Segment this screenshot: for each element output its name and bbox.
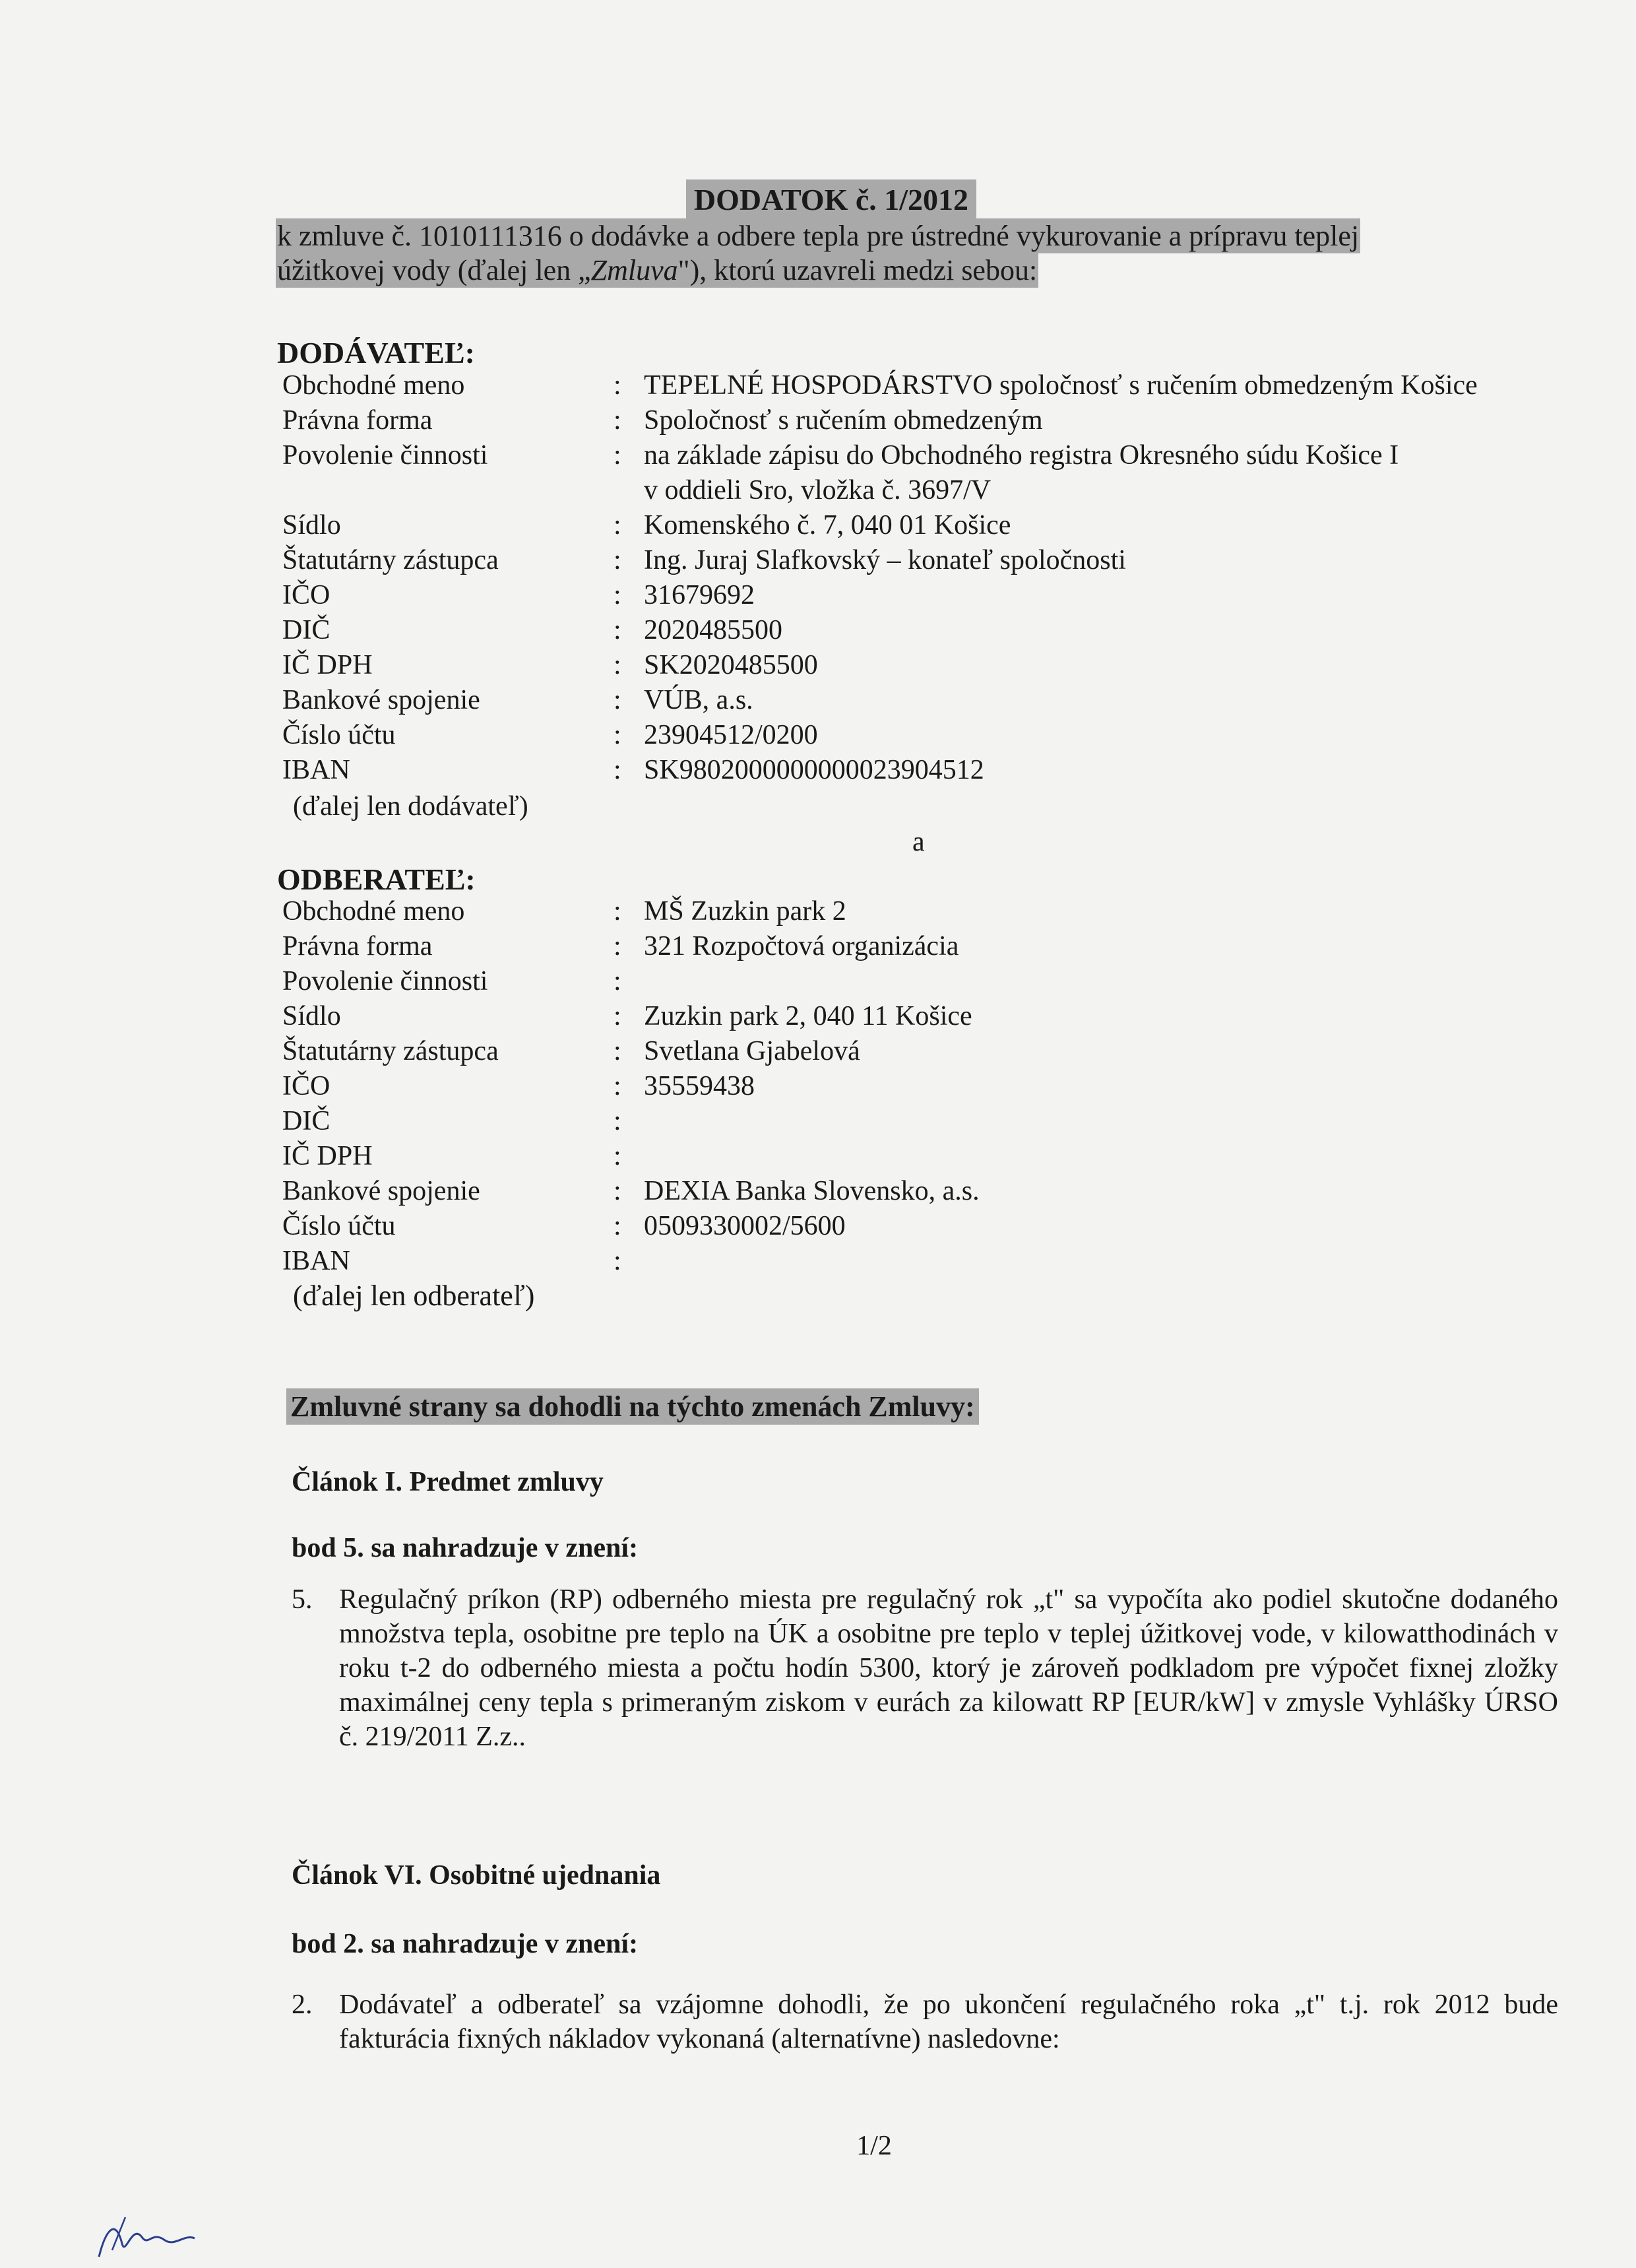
row-value: Svetlana Gjabelová bbox=[644, 1036, 860, 1066]
row-colon: : bbox=[614, 931, 621, 961]
row-value: 0509330002/5600 bbox=[644, 1211, 846, 1241]
row-label: Sídlo bbox=[282, 1001, 341, 1031]
row-colon: : bbox=[614, 755, 621, 785]
row-label: Právna forma bbox=[282, 931, 433, 961]
row-value: VÚB, a.s. bbox=[644, 685, 753, 715]
page-number: 1/2 bbox=[856, 2131, 892, 2161]
document-title: DODATOK č. 1/2012 bbox=[686, 179, 976, 220]
row-colon: : bbox=[614, 1176, 621, 1206]
row-colon: : bbox=[614, 896, 621, 926]
supplier-heading: DODÁVATEĽ: bbox=[277, 336, 475, 370]
article-1-heading: Článok I. Predmet zmluvy bbox=[292, 1467, 604, 1497]
row-value: v oddieli Sro, vložka č. 3697/V bbox=[644, 475, 991, 505]
row-colon: : bbox=[614, 1001, 621, 1031]
conjunction: a bbox=[912, 827, 925, 857]
title-wrap bbox=[0, 179, 1636, 220]
row-label: IČO bbox=[282, 580, 330, 610]
row-label: IBAN bbox=[282, 755, 350, 785]
row-colon: : bbox=[614, 1141, 621, 1171]
row-value: 321 Rozpočtová organizácia bbox=[644, 931, 959, 961]
customer-alias: (ďalej len odberateľ) bbox=[293, 1280, 535, 1312]
row-label: Povolenie činnosti bbox=[282, 966, 488, 996]
row-value: 35559438 bbox=[644, 1071, 755, 1101]
row-value: SK9802000000000023904512 bbox=[644, 755, 984, 785]
intro-line-1: k zmluve č. 1010111316 o dodávke a odbere tepla pre ústredné vykurovanie a prípravu teplej bbox=[277, 220, 1360, 252]
row-label: Štatutárny zástupca bbox=[282, 1036, 499, 1066]
row-value: Ing. Juraj Slafkovský – konateľ spoločnosti bbox=[644, 545, 1126, 575]
initials-signature bbox=[86, 2204, 204, 2263]
row-colon: : bbox=[614, 580, 621, 610]
row-colon: : bbox=[614, 685, 621, 715]
row-value: na základe zápisu do Obchodného registra Okresného súdu Košice I bbox=[644, 440, 1399, 470]
article-6-heading: Článok VI. Osobitné ujednania bbox=[292, 1860, 661, 1891]
intro-zmluva-term: Zmluva bbox=[590, 254, 678, 286]
row-label: Štatutárny zástupca bbox=[282, 545, 499, 575]
intro-line-2 bbox=[276, 253, 1038, 288]
row-value: MŠ Zuzkin park 2 bbox=[644, 896, 846, 926]
row-label: Číslo účtu bbox=[282, 1211, 396, 1241]
row-label: IČO bbox=[282, 1071, 330, 1101]
row-colon: : bbox=[614, 1036, 621, 1066]
customer-heading: ODBERATEĽ: bbox=[277, 862, 476, 896]
row-label: Obchodné meno bbox=[282, 370, 465, 401]
row-colon: : bbox=[614, 650, 621, 680]
row-colon: : bbox=[614, 405, 621, 436]
row-label: Číslo účtu bbox=[282, 720, 396, 750]
row-label: Povolenie činnosti bbox=[282, 440, 488, 470]
row-label: Obchodné meno bbox=[282, 896, 465, 926]
row-label: Právna forma bbox=[282, 405, 433, 436]
row-label: DIČ bbox=[282, 615, 330, 645]
row-value: Zuzkin park 2, 040 11 Košice bbox=[644, 1001, 972, 1031]
row-colon: : bbox=[614, 1246, 621, 1276]
article-6-paragraph bbox=[292, 1988, 1558, 2056]
row-label: IČ DPH bbox=[282, 1141, 373, 1171]
row-colon: : bbox=[614, 545, 621, 575]
row-value: 2020485500 bbox=[644, 615, 782, 645]
row-value: DEXIA Banka Slovensko, a.s. bbox=[644, 1176, 980, 1206]
row-value: 31679692 bbox=[644, 580, 755, 610]
paragraph-number: 5. bbox=[292, 1584, 313, 1615]
row-value: 23904512/0200 bbox=[644, 720, 818, 750]
row-value: Spoločnosť s ručením obmedzeným bbox=[644, 405, 1043, 436]
row-label: IBAN bbox=[282, 1246, 350, 1276]
paragraph-number: 2. bbox=[292, 1990, 313, 2020]
row-colon: : bbox=[614, 440, 621, 470]
row-label: Sídlo bbox=[282, 510, 341, 540]
row-colon: : bbox=[614, 720, 621, 750]
row-label: DIČ bbox=[282, 1106, 330, 1136]
row-colon: : bbox=[614, 966, 621, 996]
row-label: Bankové spojenie bbox=[282, 1176, 480, 1206]
row-colon: : bbox=[614, 615, 621, 645]
article-1-point: bod 5. sa nahradzuje v znení: bbox=[292, 1533, 639, 1563]
paragraph-text: Dodávateľ a odberateľ sa vzájomne dohodli, že po ukončení regulačného roka „t" t.j. rok 2012 bude fakturácia fixných nákladov vykonaná (alternatívne) nasledovne: bbox=[339, 1990, 1558, 2054]
row-label: Bankové spojenie bbox=[282, 685, 480, 715]
supplier-alias: (ďalej len dodávateľ) bbox=[293, 791, 528, 822]
intro-line-2-end: "), ktorú uzavreli medzi sebou: bbox=[677, 254, 1038, 286]
row-value: SK2020485500 bbox=[644, 650, 818, 680]
row-colon: : bbox=[614, 510, 621, 540]
row-value: TEPELNÉ HOSPODÁRSTVO spoločnosť s ručením obmedzeným Košice bbox=[644, 370, 1478, 401]
row-value: Komenského č. 7, 040 01 Košice bbox=[644, 510, 1011, 540]
article-6-point: bod 2. sa nahradzuje v znení: bbox=[292, 1929, 639, 1959]
paragraph-text: Regulačný príkon (RP) odberného miesta pre regulačný rok „t" sa vypočíta ako podiel skutočne dodaného množstva tepla, osobitne pre teplo na ÚK a osobitne pre teplo v teplej úžitkovej vode, v kilowatthodinách v roku t-2 do odberného miesta a počtu hodín 5300, ktorý je zároveň podkladom pre výpočet fixnej zložky maximálnej ceny tepla s primeraným ziskom v eurách za kilowatt RP [EUR/kW] v zmysle Vyhlášky ÚRSO č. 219/2011 Z.z.. bbox=[339, 1584, 1558, 1752]
row-colon: : bbox=[614, 370, 621, 401]
row-colon: : bbox=[614, 1211, 621, 1241]
agreement-heading: Zmluvné strany sa dohodli na týchto zmenách Zmluvy: bbox=[286, 1388, 979, 1425]
row-colon: : bbox=[614, 1106, 621, 1136]
article-1-paragraph bbox=[292, 1582, 1558, 1754]
row-label: IČ DPH bbox=[282, 650, 373, 680]
row-colon: : bbox=[614, 1071, 621, 1101]
intro-text bbox=[276, 219, 1562, 288]
intro-line-2-start: úžitkovej vody (ďalej len „ bbox=[277, 254, 591, 286]
